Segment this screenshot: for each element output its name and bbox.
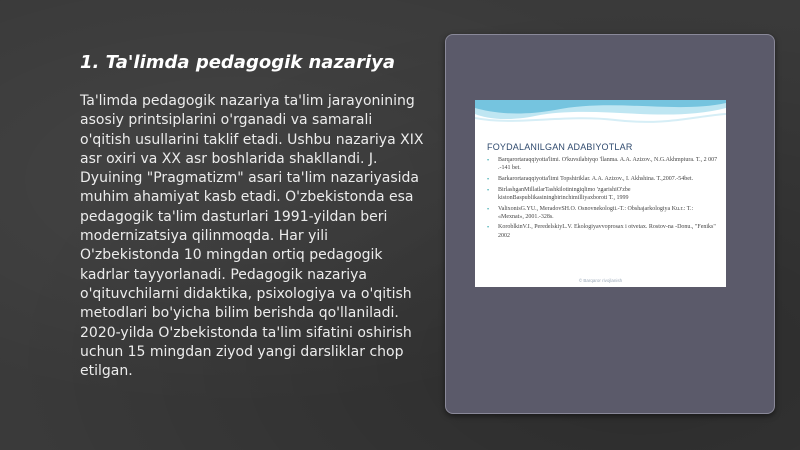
reference-item: • ValixonisG.YU., MeradovSH.O. Osnovnekologii.-T.: Obshajarkologiya Ku.r.: T.: «Mexnat», 2001.-328s.	[487, 205, 694, 220]
bullet-icon: •	[487, 225, 490, 232]
image-footer: © Barqaror rivojlanish	[578, 278, 623, 283]
bullet-icon: •	[487, 176, 490, 183]
reference-item: • Barqarortaraqqiyotta'limi. O'kuvsilabiyqo 'llanma. A.A. Azizov., N.G.Akhmpiura. T., 2 007 .-141 bet.	[487, 157, 718, 172]
references-image	[475, 100, 726, 287]
image-frame[interactable]	[445, 34, 775, 414]
reference-list	[487, 156, 719, 242]
bullet-icon: •	[487, 206, 490, 213]
wave-decoration	[475, 100, 726, 136]
slide-body-text: Ta'limda pedagogik nazariya ta'lim jarayonining asosiy printsiplarini o'rganadi va samarali o'qitish usullarini taklif etadi. Ushbu nazariya XIX asr oxiri va XX asr boshlarida shakllandi. J. Dyuining "Pragmatizm" asari ta'lim nazariyasida muhim ahamiyat kasb etadi. O'zbekistonda esa pedagogik ta'lim dasturlari 1991-yildan beri modernizatsiya qilinmoqda. Har yili O'zbekistonda 10 mingdan ortiq pedagogik kadrlar tayyorlanadi. Pedagogik nazariya o'qituvchilarni didaktika, psixologiya va o'qitish metodlari bo'yicha bilim berishda qo'llaniladi. 2020-yilda O'zbekistonda ta'lim sifatini oshirish uchun 15 mingdan ziyod yangi darsliklar chop etilgan.	[80, 93, 424, 380]
reference-item: • BirlashganMillatlarTashkilotiningiqlimo 'zgarishiO'zbe kistonBaspublikasiningbirinchimilliyaxboroti T., 1999	[487, 186, 631, 201]
reference-item: • KoroblkinV.I., PeredelskiyL.V. Ekologiyavvoprosax i otvetax. Rostov-na -Donu., "Feniks" 2002	[487, 224, 716, 239]
bullet-icon: •	[487, 158, 490, 164]
bullet-icon: •	[487, 187, 490, 194]
slide-title: 1. Ta'limda pedagogik nazariya	[80, 52, 395, 73]
reference-item: • Barkarortaraqqiyotta'limi Topshiriklar. A.A. Azizov., I. Akhshina. T.,2007.-54bet.	[487, 175, 694, 183]
references-heading: FOYDALANILGAN ADABIYOTLAR	[487, 142, 633, 152]
